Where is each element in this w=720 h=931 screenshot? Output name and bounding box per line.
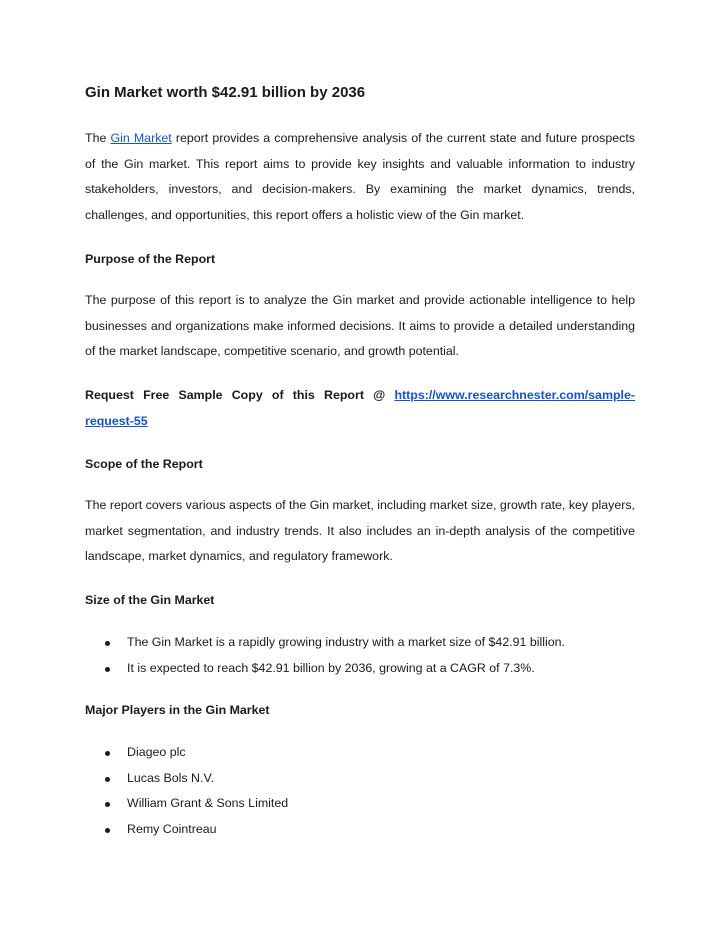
list-item [105,740,288,766]
bullet-icon [105,667,110,672]
bullet-icon [105,751,110,756]
bullet-icon [105,802,110,807]
bullet-icon [105,777,110,782]
list-item-text: It is expected to reach $42.91 billion by 2036, growing at a CAGR of 7.3%. [127,660,535,675]
list-item [105,791,288,817]
page-title: Gin Market worth $42.91 billion by 2036 [85,84,366,101]
list-item-text: William Grant & Sons Limited [127,796,289,811]
list-item-text: Remy Cointreau [127,822,217,837]
players-heading: Major Players in the Gin Market [85,703,270,717]
purpose-paragraph: The purpose of this report is to analyze the Gin market and provide actionable intelligence to help businesses and organizations make informed decisions. It aims to provide a detailed understanding of the market landscape, competitive scenario, and growth potential. [85,293,635,359]
bullet-icon [105,641,110,646]
list-item-text: Lucas Bols N.V. [127,770,215,785]
scope-paragraph: The report covers various aspects of the Gin market, including market size, growth rate, key players, market segmentation, and industry trends. It also includes an in-depth analysis of the competitive landscape, market dynamics, and regulatory framework. [85,498,635,564]
list-item [105,766,288,792]
players-list [105,740,288,843]
gin-market-link[interactable]: Gin Market [110,131,172,145]
intro-text: report provides a comprehensive analysis of the current state and future prospects of the Gin market. This report aims to provide key insights and valuable information to industry stakeholders, investors, and decision-makers. By examining the market dynamics, trends, challenges, and opportunities, this report offers a holistic view of the Gin market. [85,131,635,223]
size-heading: Size of the Gin Market [85,593,215,607]
list-item-text: The Gin Market is a rapidly growing industry with a market size of $42.91 billion. [127,635,565,649]
sample-request-link[interactable]: https://www.researchnester.com/sample-request-55 [85,388,635,428]
list-item [105,656,565,682]
list-item [105,630,565,656]
request-sample-paragraph [85,383,635,434]
list-item [105,817,288,843]
size-list [105,630,565,681]
bullet-icon [105,828,110,833]
intro-prefix: The [85,131,111,145]
scope-heading: Scope of the Report [85,457,203,471]
list-item-text: Diageo plc [127,745,186,759]
purpose-heading: Purpose of the Report [85,252,216,266]
intro-paragraph [85,126,635,229]
request-label: Request Free Sample Copy of this Report @ [85,388,395,402]
